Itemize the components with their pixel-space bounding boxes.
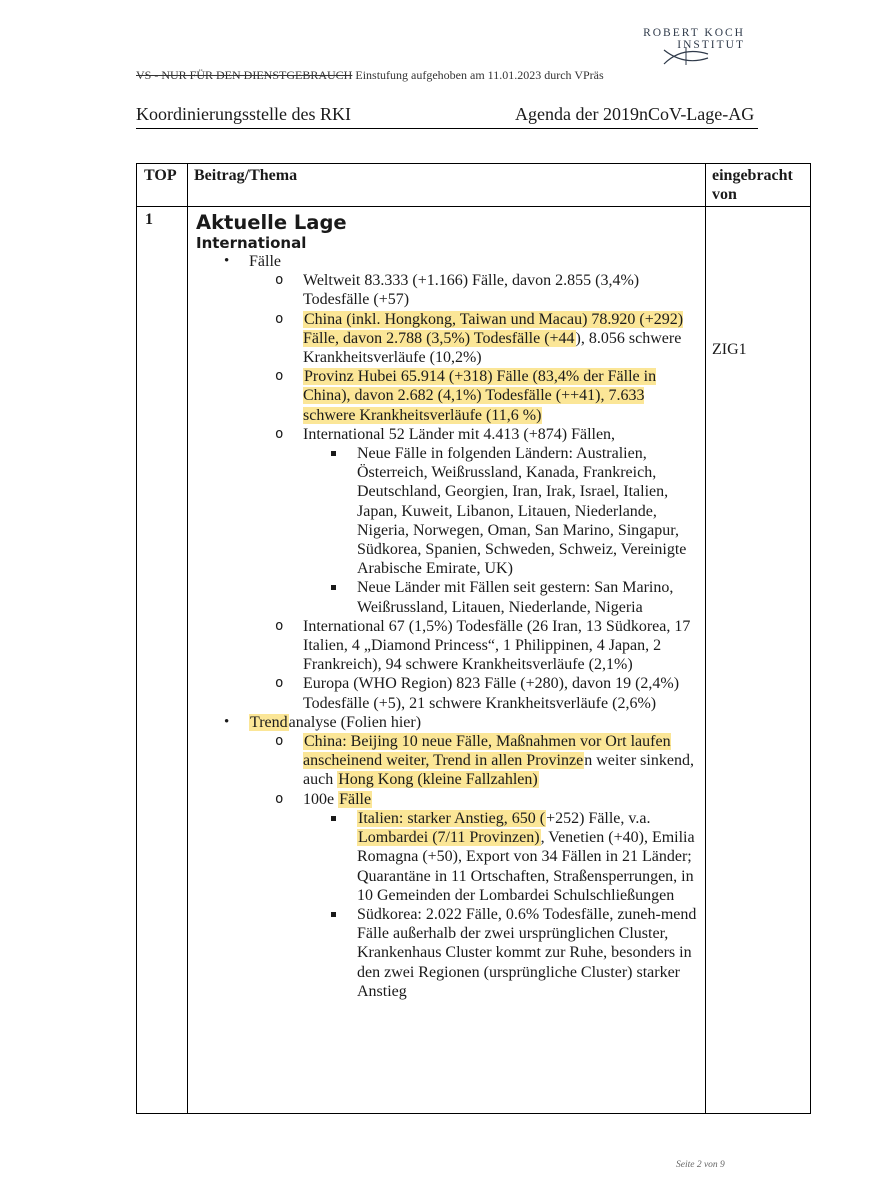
list-item: [249, 425, 699, 617]
classification-struck: VS - NUR FÜR DEN DIENSTGEBRAUCH: [136, 68, 353, 82]
list-item: [249, 367, 699, 425]
cases-list: [249, 271, 699, 713]
contributor-cell: ZIG1: [706, 207, 811, 1114]
italien-highlight: Italien: starker Anstieg, 650 (: [358, 809, 546, 827]
europa-text: Europa (WHO Region) 823 Fälle (+280), davon 19 (2,4%) Todesfälle (+5), 21 schwere Krankheitsverläufe (2,6%): [303, 675, 680, 712]
classification-note: Einstufung aufgehoben am 11.01.2023 durch VPräs: [352, 68, 604, 82]
col-header-topic: Beitrag/Thema: [188, 164, 706, 207]
agenda-table: [136, 163, 811, 1114]
rki-logo-icon: [662, 44, 710, 68]
header-right-title: Agenda der 2019nCoV-Lage-AG: [515, 104, 755, 124]
international-52-text: International 52 Länder mit 4.413 (+874) Fällen,: [303, 425, 616, 443]
hongkong-highlight: Hong Kong (kleine Fallzahlen): [338, 771, 538, 789]
row-number: 1: [137, 207, 188, 1114]
list-item: [303, 578, 699, 616]
list-item: [249, 271, 699, 309]
list-item: [196, 252, 699, 713]
institute-name: ROBERT KOCH INSTITUT: [643, 27, 745, 51]
trend-highlight: Trend: [250, 713, 288, 731]
suedkorea-text: Südkorea: 2.022 Fälle, 0.6% Todesfälle, zuneh-mend Fälle außerhalb der zwei ursprünglichen Cluster, Krankenhaus Cluster kommt zur Ruhe, besonders in den zwei Regionen (ursprüngliche Cluster) starker Anstieg: [357, 905, 697, 1000]
list-item: [249, 617, 699, 675]
china-highlight: China (inkl. Hongkong, Taiwan und Macau) 78.920 (+292) Fälle, davon 2.788 (3,5%) Todesfälle (+44: [303, 310, 684, 347]
hundred-cases-label: 100e: [303, 790, 339, 808]
classification-line: [136, 68, 604, 83]
table-header-row: [137, 164, 811, 207]
new-countries-text: Neue Länder mit Fällen seit gestern: San Marino, Weißrussland, Litauen, Niederlande, Nigeria: [357, 579, 674, 616]
header-divider: [136, 128, 758, 129]
header-left-title: Koordinierungsstelle des RKI: [136, 104, 351, 124]
international-67-text: International 67 (1,5%) Todesfälle (26 Iran, 13 Südkorea, 17 Italien, 4 „Diamond Princess“, 1 Philippinen, 4 Japan, 2 Frankreich), 94 schwere Krankheitsverläufe (2,1%): [303, 617, 691, 674]
italien-text: +252) Fälle, v.a.: [546, 809, 651, 827]
table-row: [137, 207, 811, 1114]
hundred-cases-list: [303, 809, 699, 1001]
col-header-top: TOP: [137, 164, 188, 207]
lombardei-highlight: Lombardei (7/11 Provinzen): [358, 829, 540, 847]
hubei-highlight: Provinz Hubei 65.914 (+318) Fälle (83,4% der Fälle in China), davon 2.682 (4,1%) Todesfälle (++41), 7.633 schwere Krankheitsverläufe (11,6 %): [303, 368, 657, 424]
list-item: [303, 444, 699, 578]
hundred-cases-highlight: Fälle: [339, 790, 372, 808]
faelle-label: Fälle: [249, 253, 281, 270]
list-item: [249, 674, 699, 712]
col-header-by: eingebracht von: [706, 164, 811, 207]
list-item: [303, 905, 699, 1001]
list-item: [249, 732, 699, 790]
list-item: [249, 790, 699, 1001]
weltweit-text: Weltweit 83.333 (+1.166) Fälle, davon 2.855 (3,4%) Todesfälle (+57): [303, 272, 640, 309]
trend-list: [249, 732, 699, 1001]
china-trend-highlight: China: Beijing 10 neue Fälle, Maßnahmen vor Ort laufen anscheinend weiter, Trend in allen Provinze: [303, 733, 671, 770]
china-text: ), 8.056 schwere Krankheitsverläufe (10,2%): [303, 329, 682, 367]
new-cases-countries-text: Neue Fälle in folgenden Ländern: Australien, Österreich, Weißrussland, Kanada, Frankreich, Deutschland, Georgien, Iran, Irak, Israel, Italien, Japan, Kuweit, Libanon, Litauen, Niederlande, Nigeria, Norwegen, Oman, San Marino, Singapur, Südkorea, Spanien, Schweden, Schweiz, Vereinigte Arabische Emirate, UK): [357, 445, 687, 578]
italien-rest-text: , Venetien (+40), Emilia Romagna (+50), Export von 34 Fällen in 21 Länder; Quarantäne in 11 Ortschaften, Straßensperrungen, in 10 Gemeinden der Lombardei Schulschließungen: [357, 829, 695, 904]
trend-label: analyse (Folien hier): [288, 713, 422, 731]
list-item: [249, 310, 699, 368]
top-bullet-list: [196, 252, 699, 1001]
list-item: [196, 713, 699, 1001]
page-number: Seite 2 von 9: [676, 1160, 725, 1170]
section-subtitle: International: [196, 234, 307, 252]
topic-cell: [188, 207, 706, 1114]
section-title: Aktuelle Lage: [196, 211, 347, 234]
list-item: [303, 809, 699, 905]
country-list: [303, 444, 699, 617]
china-trend-text: n weiter sinkend, auch: [303, 752, 694, 789]
